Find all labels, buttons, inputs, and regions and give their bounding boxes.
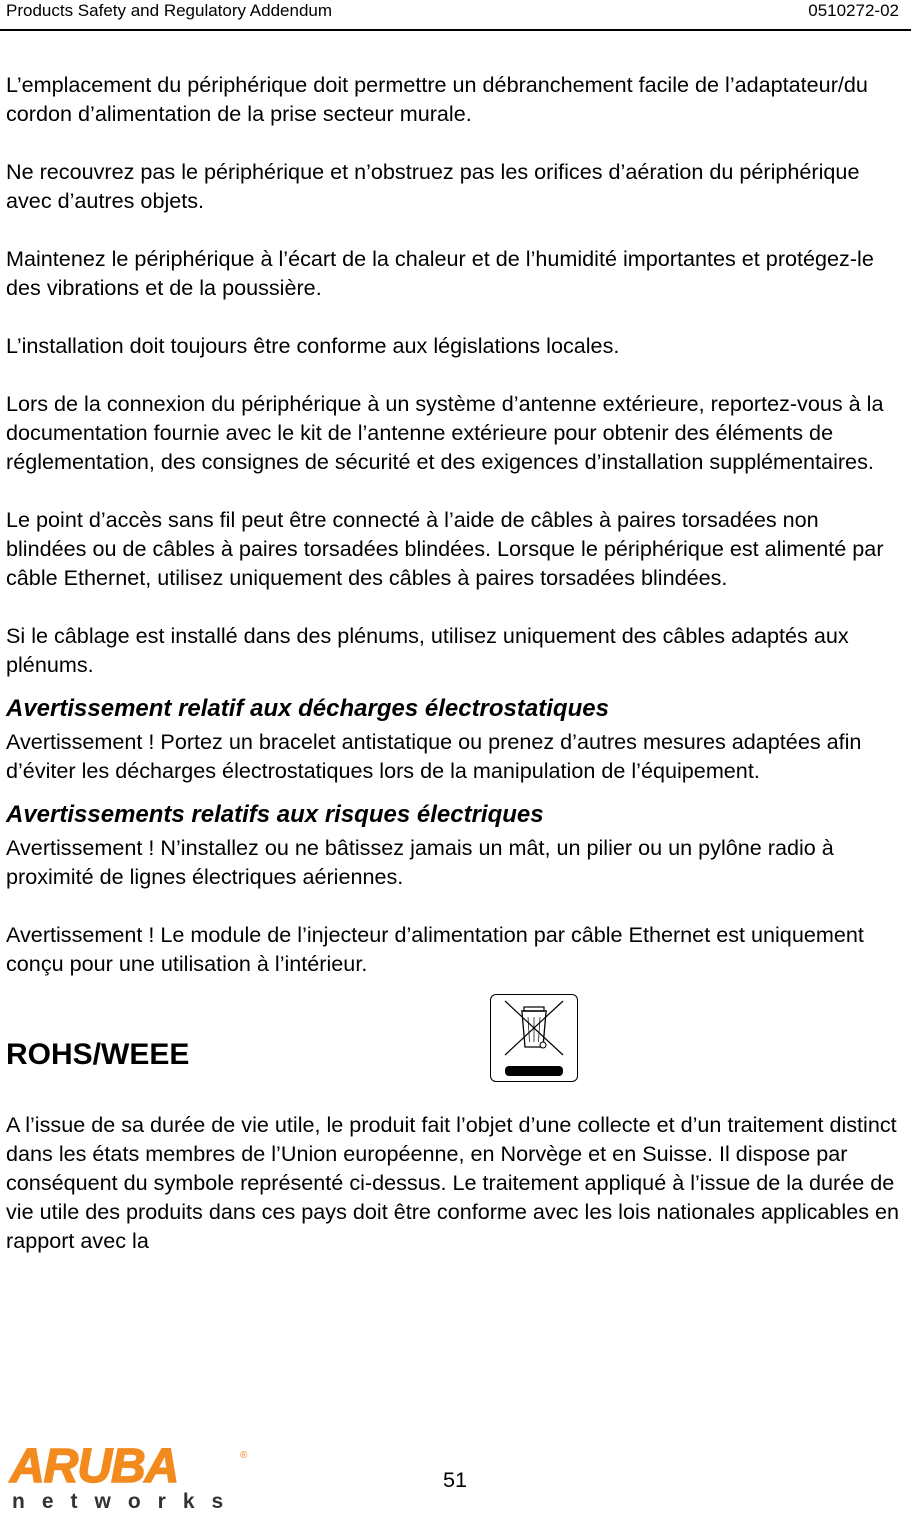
paragraph: L’emplacement du périphérique doit permettre un débranchement facile de l’adaptateur/du cordon d’alimentation de la prise secteur murale. xyxy=(6,72,868,126)
page-header xyxy=(0,0,911,31)
esd-heading: Avertissement relatif aux décharges électrostatiques xyxy=(6,695,609,722)
svg-text:networks: networks xyxy=(12,1490,241,1512)
aruba-networks-logo xyxy=(8,1440,258,1512)
weee-crossed-bin-icon xyxy=(490,994,578,1082)
paragraph: Lors de la connexion du périphérique à un système d’antenne extérieure, reportez-vous à la documentation fournie avec le kit de l’antenne extérieure pour obtenir des éléments de réglementation, des consignes de sécurité et des exigences d’installation supplémentaires. xyxy=(6,391,884,474)
document-title: Products Safety and Regulatory Addendum xyxy=(6,1,333,20)
rohs-heading: ROHS/WEEE xyxy=(6,1038,190,1071)
svg-text:ARUBA: ARUBA xyxy=(10,1440,179,1493)
page-number: 51 xyxy=(442,1467,468,1492)
electrical-heading: Avertissements relatifs aux risques électriques xyxy=(6,801,544,828)
electrical-warning: Avertissement ! Le module de l’injecteur d’alimentation par câble Ethernet est uniquement conçu pour une utilisation à l’intérieur. xyxy=(6,922,864,976)
svg-text:®: ® xyxy=(240,1450,248,1461)
paragraph: Le point d’accès sans fil peut être connecté à l’aide de câbles à paires torsadées non blindées ou de câbles à paires torsadées blindées. Lorsque le périphérique est alimenté par câble Ethernet, utilisez uniquement des câbles à paires torsadées blindées. xyxy=(6,507,884,590)
rohs-paragraph: A l’issue de sa durée de vie utile, le produit fait l’objet d’une collecte et d’un traitement distinct dans les états membres de l’Union européenne, en Norvège et en Suisse. Il dispose par conséquent du symbole représenté ci-dessus. Le traitement appliqué à l’issue de la durée de vie utile des produits dans ces pays doit être conforme avec les lois nationales applicables en rapport avec la xyxy=(6,1112,900,1253)
page-body xyxy=(6,70,901,1255)
esd-warning: Avertissement ! Portez un bracelet antistatique ou prenez d’autres mesures adaptées afin d’éviter les décharges électrostatiques lors de la manipulation de l’équipement. xyxy=(6,729,862,783)
paragraph: L’installation doit toujours être conforme aux législations locales. xyxy=(6,333,620,358)
paragraph: Maintenez le périphérique à l’écart de la chaleur et de l’humidité importantes et protégez-le des vibrations et de la poussière. xyxy=(6,246,874,300)
rohs-heading-row xyxy=(6,994,901,1104)
paragraph: Si le câblage est installé dans des plénums, utilisez uniquement des câbles adaptés aux plénums. xyxy=(6,623,849,677)
document-number: 0510272-02 xyxy=(808,1,899,20)
electrical-warning: Avertissement ! N’installez ou ne bâtissez jamais un mât, un pilier ou un pylône radio à proximité de lignes électriques aériennes. xyxy=(6,835,834,889)
paragraph: Ne recouvrez pas le périphérique et n’obstruez pas les orifices d’aération du périphérique avec d’autres objets. xyxy=(6,159,860,213)
